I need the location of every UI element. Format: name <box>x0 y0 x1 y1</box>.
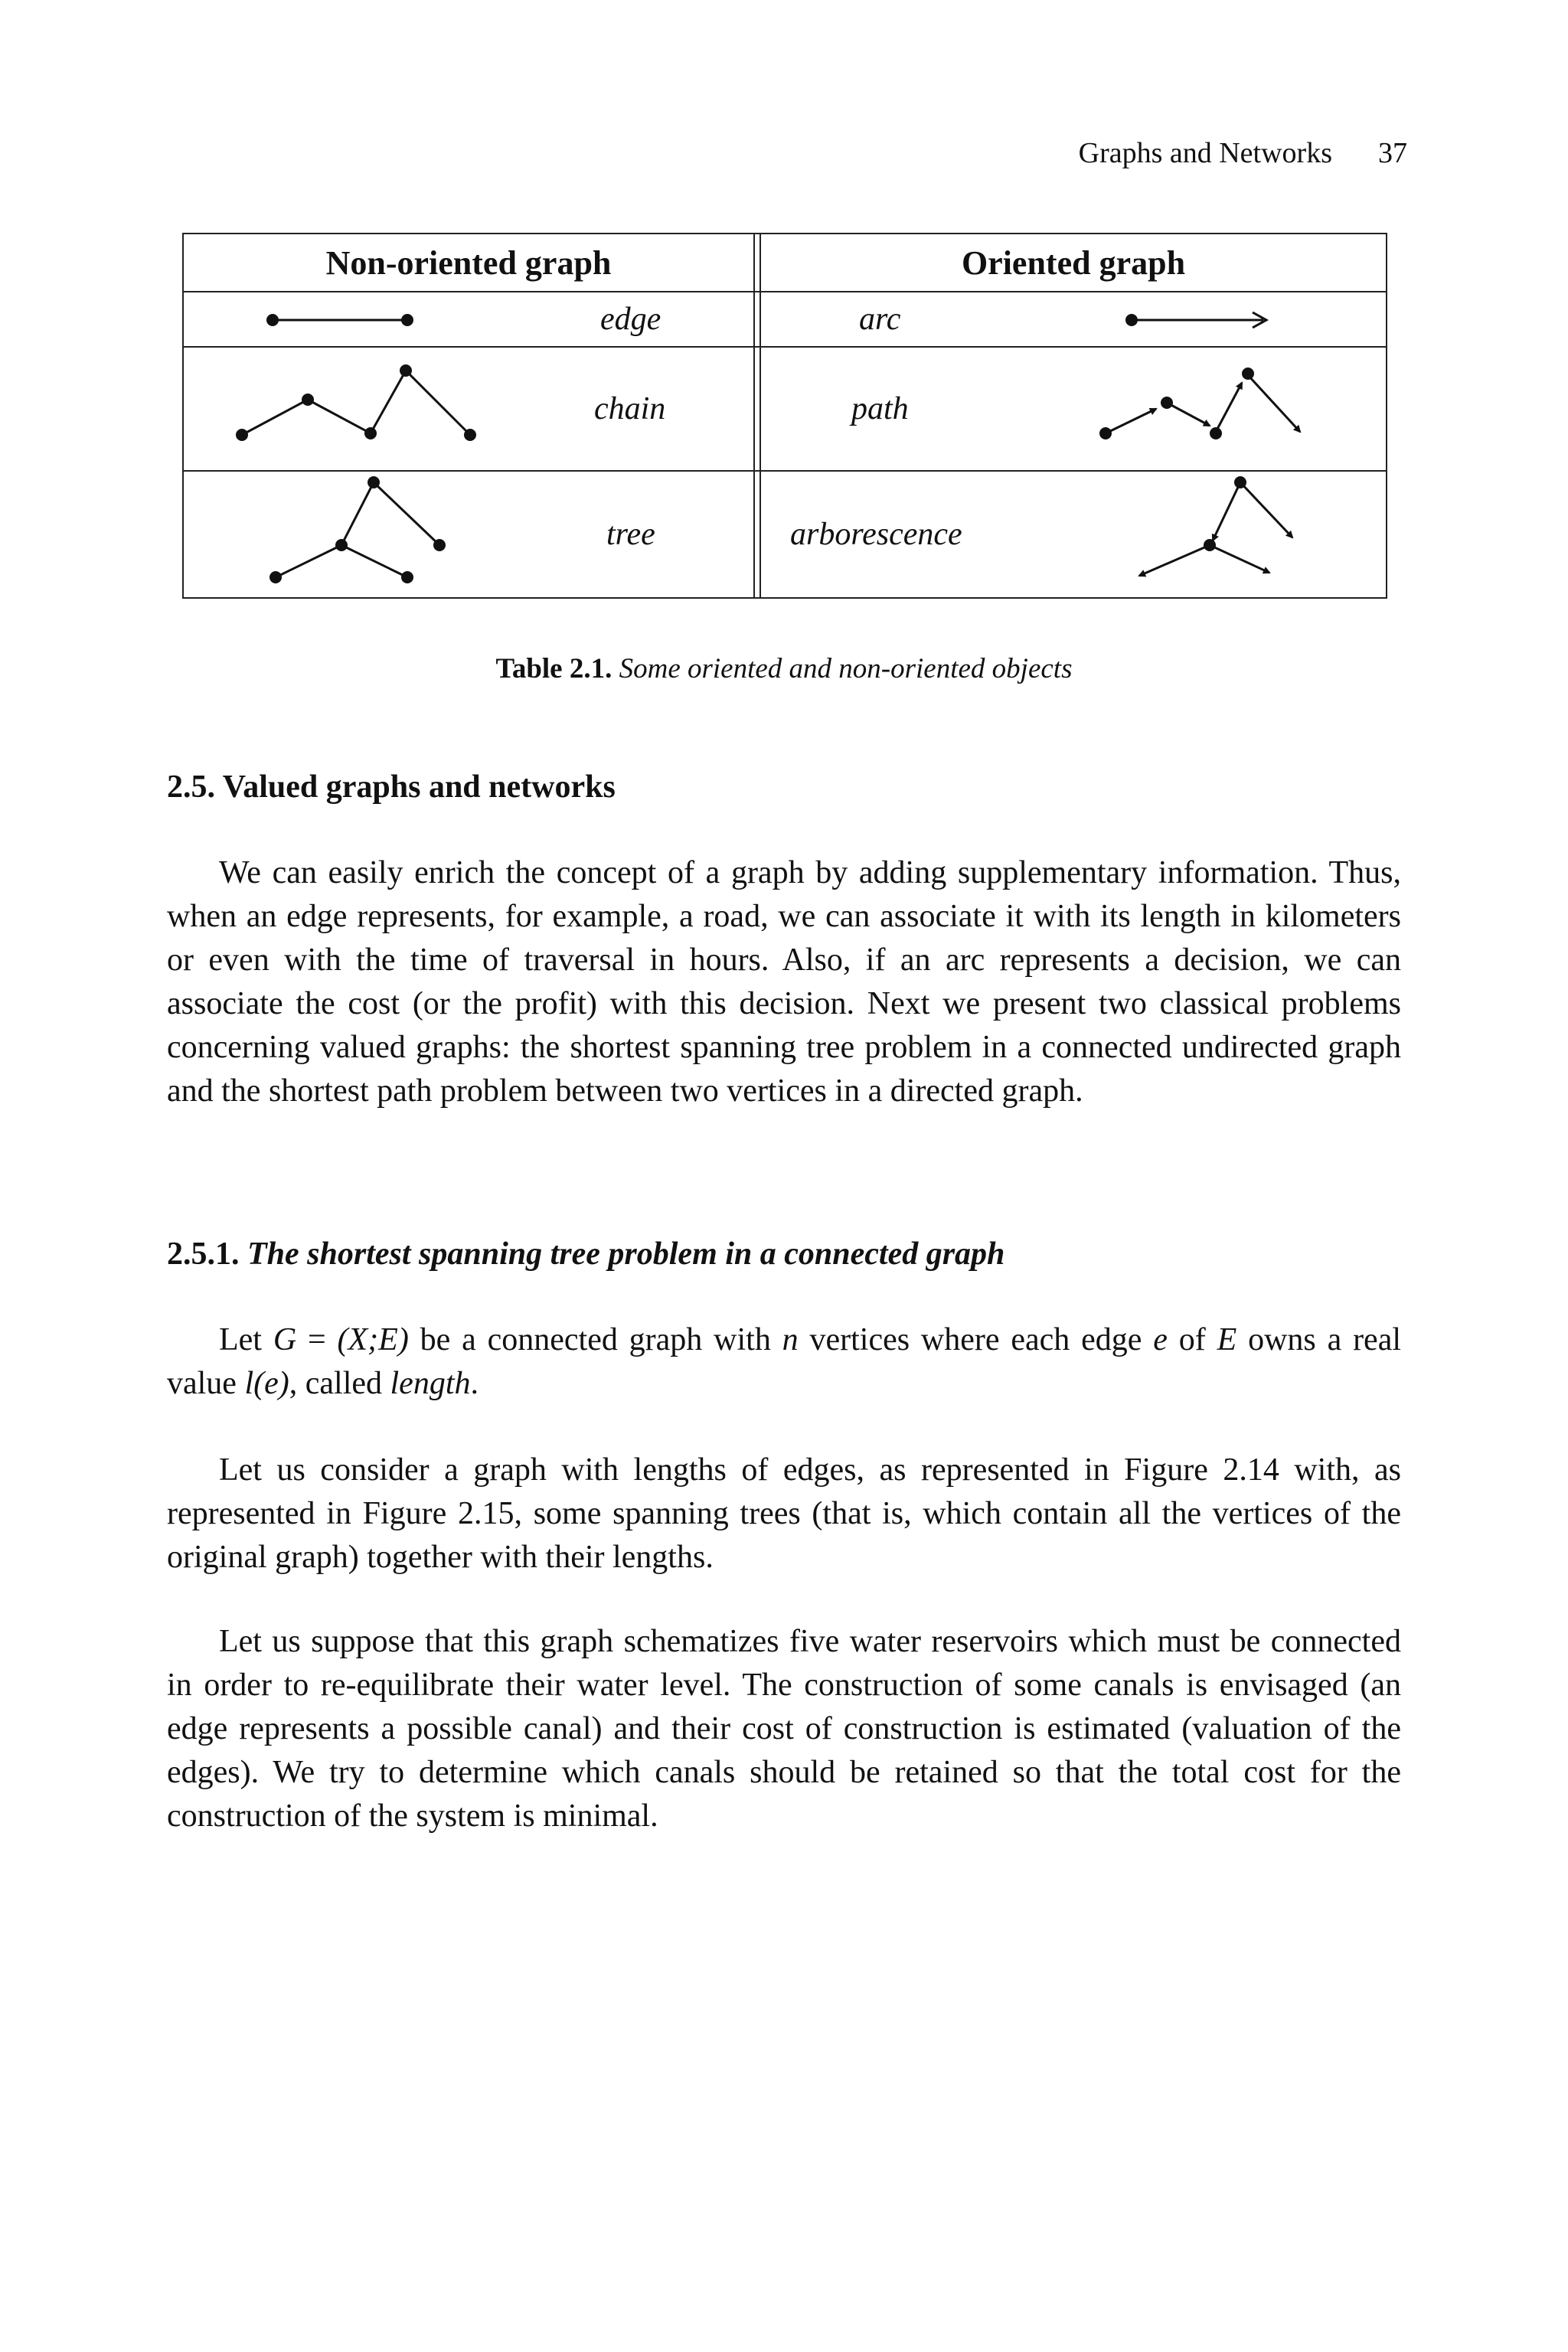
math-le: l(e) <box>244 1366 289 1401</box>
column-separator <box>754 234 760 292</box>
caption-text: Some oriented and non-oriented objects <box>619 653 1073 684</box>
text-run: be a connected graph with <box>408 1322 782 1357</box>
subsection-title: The shortest spanning tree problem in a connected graph <box>247 1236 1005 1272</box>
table-caption <box>0 652 1568 685</box>
arc-diagram <box>761 292 1387 346</box>
subsection-number: 2.5.1. <box>167 1236 240 1272</box>
cell-arc <box>760 292 1387 347</box>
column-separator <box>754 347 760 471</box>
paragraph-spanning-trees: Let us consider a graph with lengths of edges, as represented in Figure 2.14 with, as represented in Figure 2.15, some spanning trees (that is, which contain all the vertices of the original graph) together with their lengths. <box>167 1452 1401 1575</box>
text-run: . <box>470 1366 479 1401</box>
math-xe: (X;E) <box>337 1322 409 1357</box>
tree-diagram <box>184 472 755 597</box>
table-row-chain <box>183 347 1387 471</box>
term-path: path <box>851 391 909 426</box>
section-heading: 2.5. Valued graphs and networks <box>167 769 616 805</box>
cell-arborescence <box>760 471 1387 598</box>
table-header-row <box>183 234 1387 292</box>
math-e: e <box>1153 1322 1168 1357</box>
table-row-tree <box>183 471 1387 598</box>
header-oriented: Oriented graph <box>760 234 1387 292</box>
header-non-oriented: Non-oriented graph <box>183 234 754 292</box>
table-row-edge <box>183 292 1387 347</box>
term-arborescence: arborescence <box>790 517 962 552</box>
chain-diagram <box>184 348 755 470</box>
text-run: vertices where each edge <box>798 1322 1154 1357</box>
paragraph-water-reservoirs: Let us suppose that this graph schematizes five water reservoirs which must be connected in order to re-equilibrate their water level. The construction of some canals is envisaged (an edge represents a possible canal) and their cost of construction is estimated (valuation of the edges). We try to determine which canals should be retained so that the total cost for the construction of the system is minimal. <box>167 1624 1401 1834</box>
paragraph-valued-graphs: We can easily enrich the concept of a graph by adding supplementary information. Thus, when an edge represents, for example, a road, we can associate it with its length in kilometers or even with the time of traversal in hours. Also, if an arc represents a decision, we can associate the cost (or the profit) with this decision. Next we present two classical problems concerning valued graphs: the shortest spanning tree problem in a connected undirected graph and the shortest path problem between two vertices in a directed graph. <box>167 855 1401 1109</box>
oriented-objects-table <box>182 233 1387 599</box>
running-header <box>1079 136 1407 170</box>
text-run: , called <box>289 1366 390 1401</box>
paragraph-definition <box>167 1318 1401 1406</box>
path-diagram <box>761 348 1387 470</box>
arborescence-diagram <box>761 472 1387 597</box>
term-edge: edge <box>600 302 662 337</box>
cell-path <box>760 347 1387 471</box>
cell-chain <box>183 347 754 471</box>
subsection-heading <box>167 1236 1004 1272</box>
text-run: owns a real value <box>167 1322 1402 1401</box>
math-n: n <box>782 1322 799 1357</box>
text-run: of <box>1167 1322 1217 1357</box>
text-run: Let <box>219 1322 273 1357</box>
text-run: = <box>296 1322 338 1357</box>
running-header-title: Graphs and Networks <box>1078 137 1332 169</box>
math-E: E <box>1217 1322 1237 1357</box>
column-separator <box>754 292 760 347</box>
term-tree: tree <box>606 517 655 552</box>
column-separator <box>754 471 760 598</box>
cell-edge <box>183 292 754 347</box>
cell-tree <box>183 471 754 598</box>
page-number: 37 <box>1378 137 1407 169</box>
term-arc: arc <box>859 302 901 337</box>
caption-label: Table 2.1. <box>495 653 612 684</box>
math-g: G <box>273 1322 297 1357</box>
edge-diagram <box>184 292 755 346</box>
term-length: length <box>390 1366 471 1401</box>
term-chain: chain <box>594 391 666 426</box>
